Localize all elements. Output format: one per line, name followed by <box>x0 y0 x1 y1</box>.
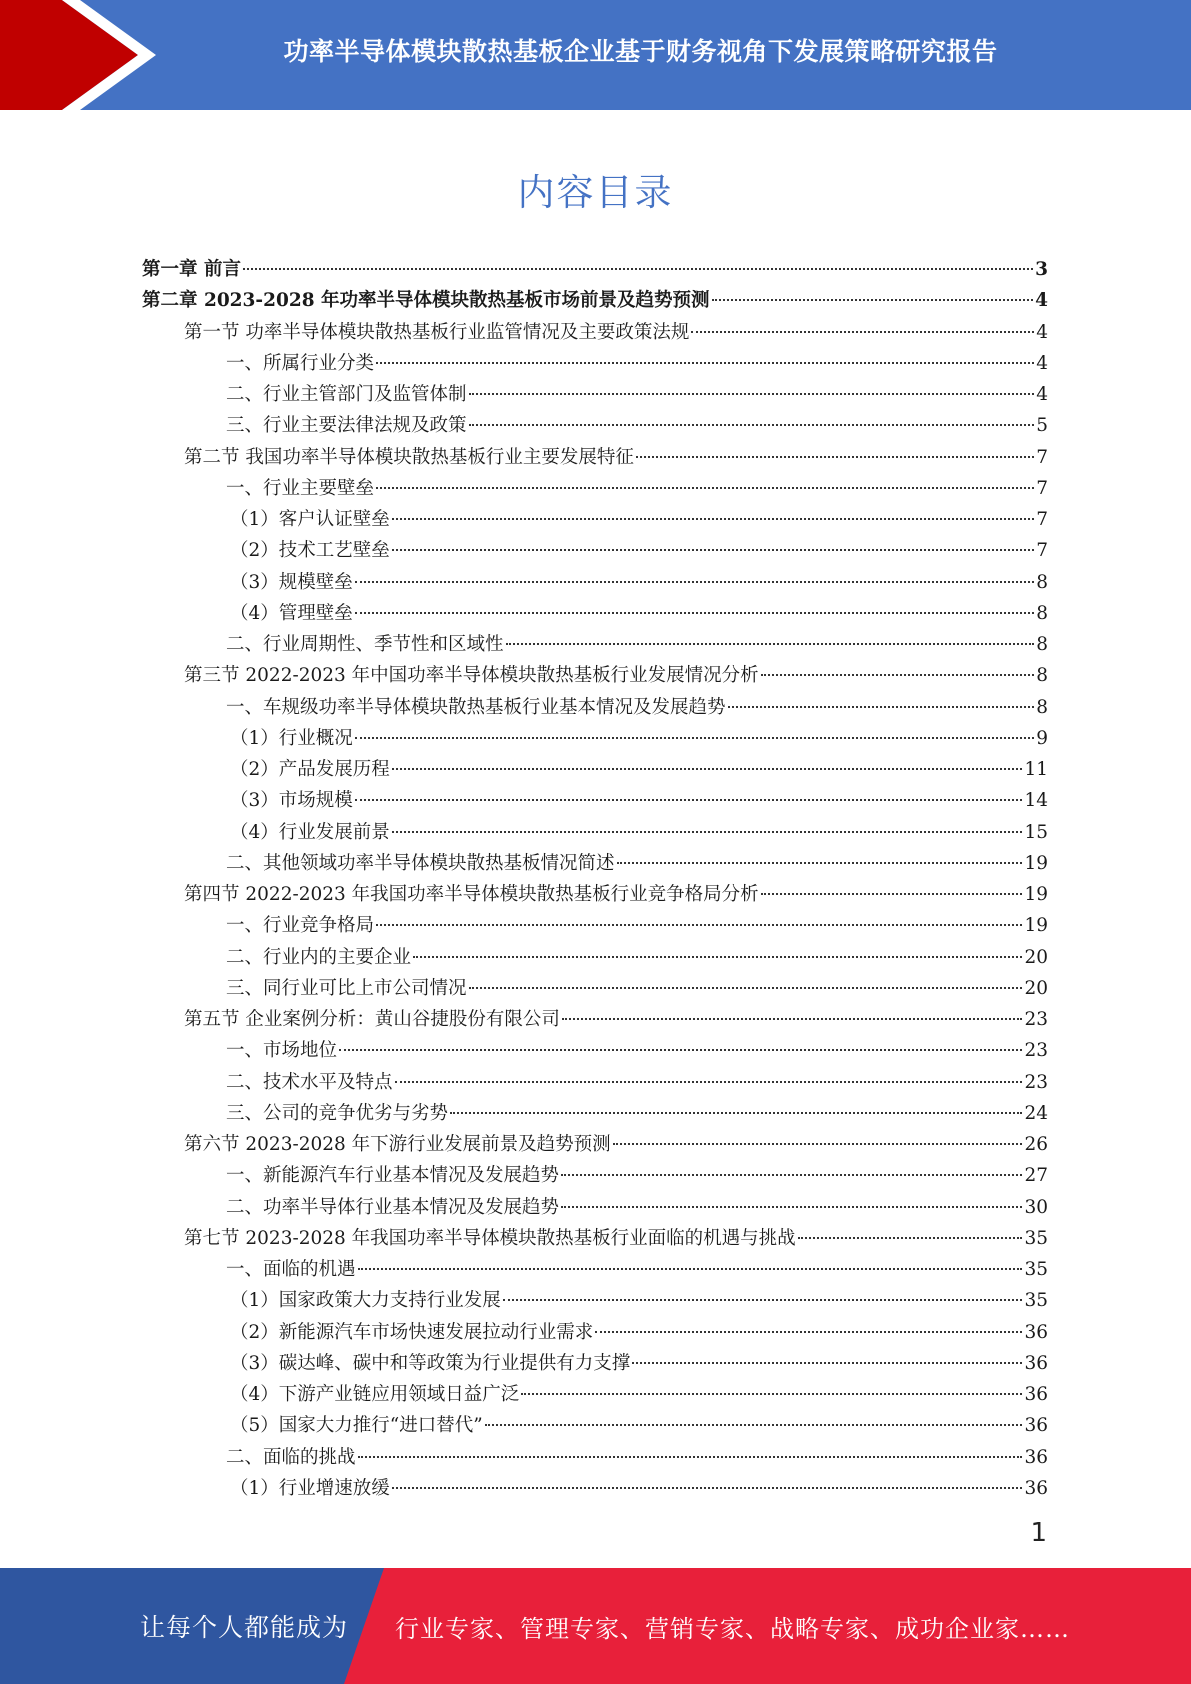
toc-leader-dots <box>728 706 1035 708</box>
toc-entry-label: （5）国家大力推行“进口替代” <box>230 1415 483 1437</box>
toc-entry[interactable] <box>142 285 1048 316</box>
toc-entry-page: 23 <box>1024 1071 1048 1093</box>
header-arrow-decoration <box>0 0 160 110</box>
toc-entry-label: 第四节 2022-2023 年我国功率半导体模块散热基板行业竞争格局分析 <box>184 884 759 905</box>
toc-entry-label: 三、公司的竞争优劣与劣势 <box>226 1102 449 1124</box>
toc-entry-label: 二、技术水平及特点 <box>226 1071 393 1093</box>
toc-entry-label: 一、所属行业分类 <box>226 352 375 374</box>
toc-leader-dots <box>392 1487 1023 1489</box>
toc-entry-page: 30 <box>1024 1196 1048 1218</box>
toc-entry-page: 36 <box>1024 1321 1048 1343</box>
toc-entry-label: （4）行业发展前景 <box>230 821 390 843</box>
toc-entry-page: 8 <box>1036 634 1048 655</box>
toc-leader-dots <box>355 799 1023 801</box>
toc-entry-label: 二、功率半导体行业基本情况及发展趋势 <box>226 1196 560 1218</box>
toc-entry[interactable] <box>142 692 1048 723</box>
toc-entry-label: （1）国家政策大力支持行业发展 <box>230 1290 501 1312</box>
toc-leader-dots <box>376 924 1022 926</box>
toc-entry-label: 一、面临的机遇 <box>226 1259 356 1280</box>
toc-entry[interactable] <box>142 1379 1048 1410</box>
toc-entry-page: 36 <box>1024 1384 1048 1405</box>
toc-entry-label: （3）碳达峰、碳中和等政策为行业提供有力支撑 <box>230 1352 631 1374</box>
toc-entry-page: 7 <box>1036 540 1048 562</box>
toc-entry-page: 36 <box>1024 1352 1048 1374</box>
header-banner <box>0 0 1191 110</box>
toc-entry-page: 24 <box>1024 1102 1048 1124</box>
toc-entry-page: 8 <box>1036 571 1048 593</box>
toc-leader-dots <box>636 456 1034 458</box>
toc-entry[interactable] <box>142 1348 1048 1379</box>
page-number: 1 <box>1030 1518 1047 1548</box>
toc-leader-dots <box>469 424 1035 426</box>
toc-entry-label: 第七节 2023-2028 年我国功率半导体模块散热基板行业面临的机遇与挑战 <box>184 1227 796 1249</box>
toc-entry[interactable] <box>142 1098 1048 1129</box>
toc-entry-page: 14 <box>1024 790 1048 812</box>
toc-entry[interactable] <box>142 1410 1048 1441</box>
toc-entry-label: 三、行业主要法律法规及政策 <box>226 415 467 437</box>
toc-leader-dots <box>395 1081 1023 1083</box>
toc-entry-label: 二、面临的挑战 <box>226 1446 356 1468</box>
toc-entry[interactable] <box>142 598 1048 629</box>
toc-entry[interactable] <box>142 1254 1048 1285</box>
toc-entry-label: 第一章 前言 <box>142 259 241 280</box>
toc-entry[interactable] <box>142 848 1048 879</box>
toc-entry[interactable] <box>142 1129 1048 1160</box>
toc-leader-dots <box>358 1456 1023 1458</box>
toc-entry[interactable] <box>142 754 1048 785</box>
toc-entry-page: 36 <box>1024 1477 1048 1499</box>
toc-leader-dots <box>355 581 1034 583</box>
toc-leader-dots <box>392 831 1023 833</box>
toc-entry-label: （4）管理壁垒 <box>230 602 353 624</box>
toc-entry-label: （1）行业增速放缓 <box>230 1477 390 1499</box>
toc-entry[interactable] <box>142 1285 1048 1316</box>
toc-leader-dots <box>392 518 1034 520</box>
toc-entry[interactable] <box>142 817 1048 848</box>
toc-leader-dots <box>392 768 1023 770</box>
toc-entry-page: 19 <box>1024 852 1048 874</box>
toc-leader-dots <box>358 1268 1023 1270</box>
toc-entry-label: 一、行业竞争格局 <box>226 915 375 937</box>
toc-entry[interactable] <box>142 1035 1048 1066</box>
toc-entry[interactable] <box>142 442 1048 473</box>
toc-entry-page: 11 <box>1024 759 1048 780</box>
toc-entry[interactable] <box>142 1442 1048 1473</box>
toc-entry-page: 4 <box>1035 290 1048 312</box>
toc-entry[interactable] <box>142 879 1048 910</box>
toc-entry[interactable] <box>142 1223 1048 1254</box>
toc-entry-page: 8 <box>1036 696 1048 718</box>
toc-leader-dots <box>691 331 1034 333</box>
toc-leader-dots <box>339 1049 1022 1051</box>
toc-entry[interactable] <box>142 567 1048 598</box>
toc-entry[interactable] <box>142 1004 1048 1035</box>
toc-entry-label: 一、新能源汽车行业基本情况及发展趋势 <box>226 1165 560 1187</box>
toc-entry[interactable] <box>142 317 1048 348</box>
toc-entry-page: 26 <box>1024 1134 1048 1155</box>
toc-entry-label: 第六节 2023-2028 年下游行业发展前景及趋势预测 <box>184 1134 611 1155</box>
toc-entry-page: 19 <box>1024 884 1048 905</box>
toc-entry-label: （3）市场规模 <box>230 790 353 812</box>
toc-leader-dots <box>485 1424 1023 1426</box>
toc-entry-page: 27 <box>1024 1165 1048 1187</box>
toc-entry-label: 第二节 我国功率半导体模块散热基板行业主要发展特征 <box>184 446 634 468</box>
toc-leader-dots <box>798 1237 1023 1239</box>
toc-entry[interactable] <box>142 535 1048 566</box>
toc-entry-page: 4 <box>1036 352 1048 374</box>
toc-leader-dots <box>561 1206 1022 1208</box>
toc-leader-dots <box>450 1112 1022 1114</box>
toc-entry[interactable] <box>142 348 1048 379</box>
toc-entry-page: 36 <box>1024 1446 1048 1468</box>
footer-banner <box>0 1568 1191 1684</box>
toc-entry-page: 4 <box>1036 321 1048 343</box>
toc-entry-label: 二、行业主管部门及监管体制 <box>226 384 467 405</box>
toc-entry-page: 9 <box>1036 727 1048 749</box>
toc-entry-page: 5 <box>1036 415 1048 437</box>
toc-entry[interactable] <box>142 1473 1048 1504</box>
toc-entry-page: 4 <box>1036 384 1048 405</box>
toc-entry-page: 7 <box>1036 446 1048 468</box>
toc-entry[interactable] <box>142 785 1048 816</box>
toc-entry[interactable] <box>142 660 1048 691</box>
toc-entry-label: 三、同行业可比上市公司情况 <box>226 977 467 999</box>
toc-leader-dots <box>632 1362 1022 1364</box>
toc-entry-label: （3）规模壁垒 <box>230 571 353 593</box>
toc-entry-page: 20 <box>1024 977 1048 999</box>
toc-entry[interactable] <box>142 379 1048 410</box>
toc-entry[interactable] <box>142 629 1048 660</box>
toc-entry[interactable] <box>142 942 1048 973</box>
toc-entry-page: 36 <box>1024 1415 1048 1437</box>
toc-leader-dots <box>355 737 1034 739</box>
toc-leader-dots <box>503 1299 1023 1301</box>
toc-leader-dots <box>376 487 1034 489</box>
toc-leader-dots <box>376 362 1034 364</box>
toc-leader-dots <box>506 643 1035 645</box>
toc-entry-page: 8 <box>1036 602 1048 624</box>
toc-entry-label: 二、其他领域功率半导体模块散热基板情况简述 <box>226 852 615 874</box>
toc-leader-dots <box>613 1143 1023 1145</box>
toc-entry[interactable] <box>142 473 1048 504</box>
toc-entry-page: 19 <box>1024 915 1048 937</box>
toc-entry-label: （2）技术工艺壁垒 <box>230 540 390 562</box>
toc-heading: 内容目录 <box>517 171 674 214</box>
toc-leader-dots <box>617 862 1023 864</box>
toc-leader-dots <box>561 1174 1022 1176</box>
toc-leader-dots <box>521 1393 1022 1395</box>
toc-leader-dots <box>413 956 1022 958</box>
footer-slogan-left: 让每个人都能成为 <box>140 1613 349 1642</box>
toc-entry[interactable] <box>142 254 1048 285</box>
toc-entry[interactable] <box>142 1160 1048 1191</box>
toc-entry[interactable] <box>142 723 1048 754</box>
toc-entry-page: 35 <box>1024 1227 1048 1249</box>
toc-entry-page: 23 <box>1024 1040 1048 1062</box>
toc-entry-label: 一、车规级功率半导体模块散热基板行业基本情况及发展趋势 <box>226 696 726 718</box>
toc-entry-label: （1）客户认证壁垒 <box>230 509 390 530</box>
toc-entry-page: 3 <box>1035 259 1048 280</box>
toc-entry-label: （2）产品发展历程 <box>230 759 390 780</box>
toc-entry-label: 二、行业内的主要企业 <box>226 946 412 968</box>
toc-entry-page: 7 <box>1036 509 1048 530</box>
toc-entry-label: （4）下游产业链应用领域日益广泛 <box>230 1384 520 1405</box>
toc-entry[interactable] <box>142 910 1048 941</box>
toc-entry-page: 23 <box>1024 1009 1048 1030</box>
toc-entry-page: 35 <box>1024 1259 1048 1280</box>
toc-entry[interactable] <box>142 504 1048 535</box>
toc-leader-dots <box>712 299 1034 301</box>
toc-leader-dots <box>761 674 1035 676</box>
toc-entry[interactable] <box>142 973 1048 1004</box>
toc-leader-dots <box>355 612 1034 614</box>
toc-entry[interactable] <box>142 1067 1048 1098</box>
toc-entry-label: （2）新能源汽车市场快速发展拉动行业需求 <box>230 1321 594 1343</box>
toc-entry-page: 7 <box>1036 477 1048 499</box>
toc-leader-dots <box>761 893 1023 895</box>
toc-entry-page: 35 <box>1024 1290 1048 1312</box>
toc-entry[interactable] <box>142 1317 1048 1348</box>
toc-entry-label: 一、行业主要壁垒 <box>226 477 375 499</box>
toc-entry[interactable] <box>142 410 1048 441</box>
toc-leader-dots <box>595 1331 1022 1333</box>
toc-entry-label: 第一节 功率半导体模块散热基板行业监管情况及主要政策法规 <box>184 321 690 343</box>
toc-entry-label: （1）行业概况 <box>230 727 353 749</box>
toc-entry-label: 二、行业周期性、季节性和区域性 <box>226 634 504 655</box>
toc-entry[interactable] <box>142 1192 1048 1223</box>
toc-leader-dots <box>562 1018 1023 1020</box>
toc-entry-label: 第五节 企业案例分析：黄山谷捷股份有限公司 <box>184 1009 560 1030</box>
toc-entry-label: 一、市场地位 <box>226 1040 338 1062</box>
toc-entry-label: 第三节 2022-2023 年中国功率半导体模块散热基板行业发展情况分析 <box>184 665 759 687</box>
toc-leader-dots <box>243 268 1033 270</box>
report-title: 功率半导体模块散热基板企业基于财务视角下发展策略研究报告 <box>283 37 998 66</box>
toc-leader-dots <box>469 987 1023 989</box>
table-of-contents <box>142 254 1048 1504</box>
toc-entry-page: 15 <box>1024 821 1048 843</box>
toc-leader-dots <box>392 549 1034 551</box>
toc-entry-page: 20 <box>1024 946 1048 968</box>
toc-leader-dots <box>469 393 1035 395</box>
footer-slogan-right: 行业专家、管理专家、营销专家、战略专家、成功企业家…… <box>395 1614 1070 1643</box>
toc-entry-page: 8 <box>1036 665 1048 687</box>
toc-entry-label: 第二章 2023-2028 年功率半导体模块散热基板市场前景及趋势预测 <box>142 290 710 312</box>
